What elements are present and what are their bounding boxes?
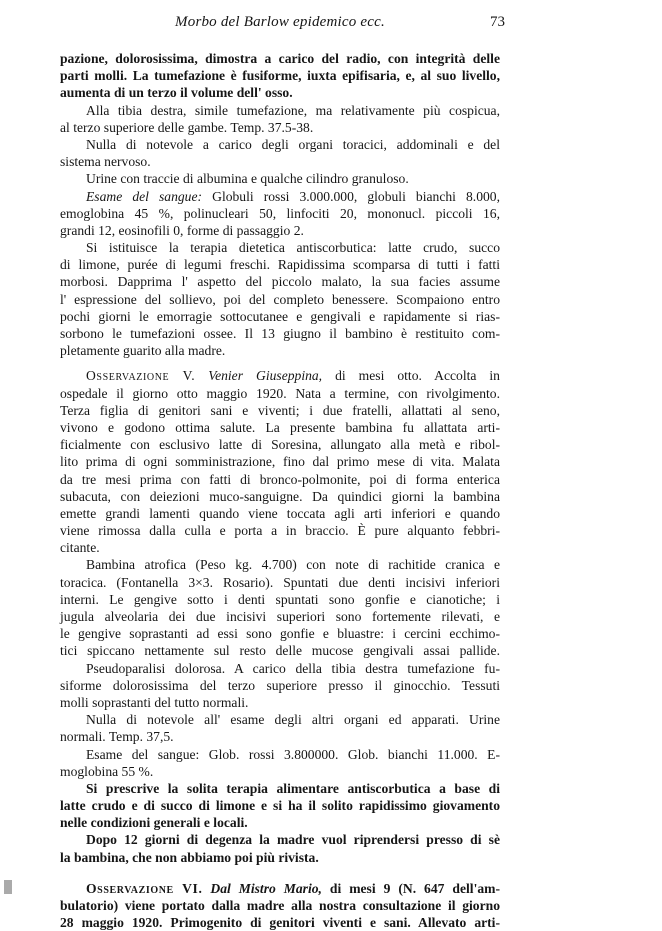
text-line: pochi giorni le emorragie sottocutanee e gengivali e rapidamente si rias- — [60, 308, 500, 324]
text-line: la bambina, che non abbiamo poi più rivista. — [60, 849, 319, 865]
text-line: vivono e godono ottima salute. La presente bambina fu allattata arti- — [60, 419, 500, 435]
text-line: Pseudoparalisi dolorosa. A carico della tibia destra tumefazione fu- — [86, 660, 500, 676]
section-gap — [60, 866, 500, 880]
text-line: Bambina atrofica (Peso kg. 4.700) con note di rachitide cranica e — [86, 557, 500, 573]
body-text — [60, 50, 500, 931]
text-line: pazione, dolorosissima, dimostra a carico del radio, con integrità delle — [60, 51, 500, 66]
text-line: aumenta di un terzo il volume dell' osso. — [60, 85, 293, 101]
text-line: molli soprastanti del tutto normali. — [60, 694, 249, 710]
patient-name: Venier Giuseppina, — [208, 368, 323, 384]
text-line: Osservazione VI. Dal Mistro Mario, di mesi 9 (N. 647 dell'am- — [86, 880, 500, 896]
patient-name: Dal Mistro Mario, — [210, 880, 322, 896]
text-line: Osservazione V. Venier Giuseppina, di mesi otto. Accolta in — [86, 368, 500, 384]
text-line: viene rimossa dalla culla e porta a in braccio. È pure alquanto febbri- — [60, 523, 500, 539]
text-line: nelle condizioni generali e locali. — [60, 815, 248, 831]
text-line: pletamente guarito alla madre. — [60, 343, 226, 359]
text-line: Nulla di notevole a carico degli organi toracici, addominali e del — [86, 136, 500, 152]
text-line: sistema nervoso. — [60, 154, 151, 170]
text-line: tici spiccano nettamente sul resto delle mucose gengivali assai pallide. — [60, 643, 500, 659]
text-line: normali. Temp. 37,5. — [60, 729, 174, 745]
text-line: l' espressione del sollievo, poi del completo benessere. Scompaiono entro — [60, 291, 500, 307]
text-line: Esame del sangue: Globuli rossi 3.000.000, globuli bianchi 8.000, — [86, 188, 500, 204]
text-line: citante. — [60, 540, 100, 556]
observation-heading: Osservazione VI. — [86, 880, 203, 896]
lead-label: Esame del sangue: — [86, 188, 203, 204]
text-line: di limone, purée di legumi freschi. Rapidissima scomparsa di tutti i fatti — [60, 257, 500, 273]
text-line: le gengive soprastanti ad essi sono gonfie e bluastre: i cercini ecchimo- — [60, 626, 500, 642]
text-line: grandi 12, eosinofili 0, forme di passaggio 2. — [60, 222, 304, 238]
paragraph-gap — [60, 359, 500, 367]
text-line: Dopo 12 giorni di degenza la madre vuol riprendersi presso di sè — [86, 832, 500, 848]
running-header — [60, 14, 505, 36]
text-line: moglobina 55 %. — [60, 763, 154, 779]
text-line: siforme dolorosissima del terzo superiore presso il ginocchio. Tessuti — [60, 677, 500, 693]
observation-heading: Osservazione V. — [86, 368, 196, 384]
text-line: 28 maggio 1920. Primogenito di genitori viventi e sani. Allevato arti- — [60, 915, 500, 931]
text-line: parti molli. La tumefazione è fusiforme, iuxta epifisaria, e, al suo livello, — [60, 68, 500, 84]
text-line: bulatorio) viene portato dalla madre alla nostra consultazione il giorno — [60, 898, 500, 913]
text-line: Si istituisce la terapia dietetica antiscorbutica: latte crudo, succo — [86, 240, 500, 256]
text-line: subacuta, con deiezioni muco-sanguigne. Da quindici giorni la bambina — [60, 488, 500, 504]
text-line: al terzo superiore delle gambe. Temp. 37.5-38. — [60, 119, 314, 135]
text-line: Nulla di notevole all' esame degli altri organi ed apparati. Urine — [86, 712, 500, 728]
text-line: Urine con traccie di albumina e qualche cilindro granuloso. — [86, 171, 409, 187]
text-line: interni. Le gengive sotto i denti spuntati sono gonfie e cianotiche; i — [60, 591, 500, 607]
text-line: jugula alveolaria dei due incisivi superiori sono fortemente rilevati, e — [60, 609, 500, 624]
page-number: 73 — [490, 14, 505, 30]
text-line: toracica. (Fontanella 3×3. Rosario). Spuntati due denti incisivi inferiori — [60, 574, 500, 590]
text-line: Esame del sangue: Glob. rossi 3.800000. Glob. bianchi 11.000. E- — [86, 746, 500, 762]
text-line: emette grandi lamenti quando viene toccata agli arti inferiori e quando — [60, 505, 500, 521]
text-line: latte crudo e di succo di limone e si ha il solito rapidissimo giovamento — [60, 798, 500, 814]
text-line: morbosi. Dapprima l' aspetto del piccolo malato, la sua facies assume — [60, 274, 500, 290]
scan-edge-mark — [4, 880, 12, 894]
text-line: Alla tibia destra, simile tumefazione, ma relativamente più cospicua, — [86, 102, 500, 118]
text-line: emoglobina 45 %, polinucleari 50, linfociti 20, mononucl. piccoli 16, — [60, 205, 500, 221]
text-line: ficialmente con esclusivo latte di Soresina, allungato alla metà e ribol- — [60, 437, 500, 453]
text-line: ospedale il giorno otto maggio 1920. Nata a termine, con rivolgimento. — [60, 385, 500, 401]
text-line: sorbono le tumefazioni ossee. Il 13 giugno il bambino è restituito com- — [60, 326, 500, 341]
text-line: da tre mesi prima con fatti di bronco-polmonite, poi di forma enterica — [60, 471, 500, 487]
running-title: Morbo del Barlow epidemico ecc. — [175, 14, 385, 30]
text-line: lito prima di ogni somministrazione, fino dal primo mese di vita. Malata — [60, 454, 500, 470]
text-line: Terza figlia di genitori sani e viventi; i due fratelli, allattati al seno, — [60, 402, 500, 418]
text-line: Si prescrive la solita terapia alimentare antiscorbutica a base di — [86, 780, 500, 796]
